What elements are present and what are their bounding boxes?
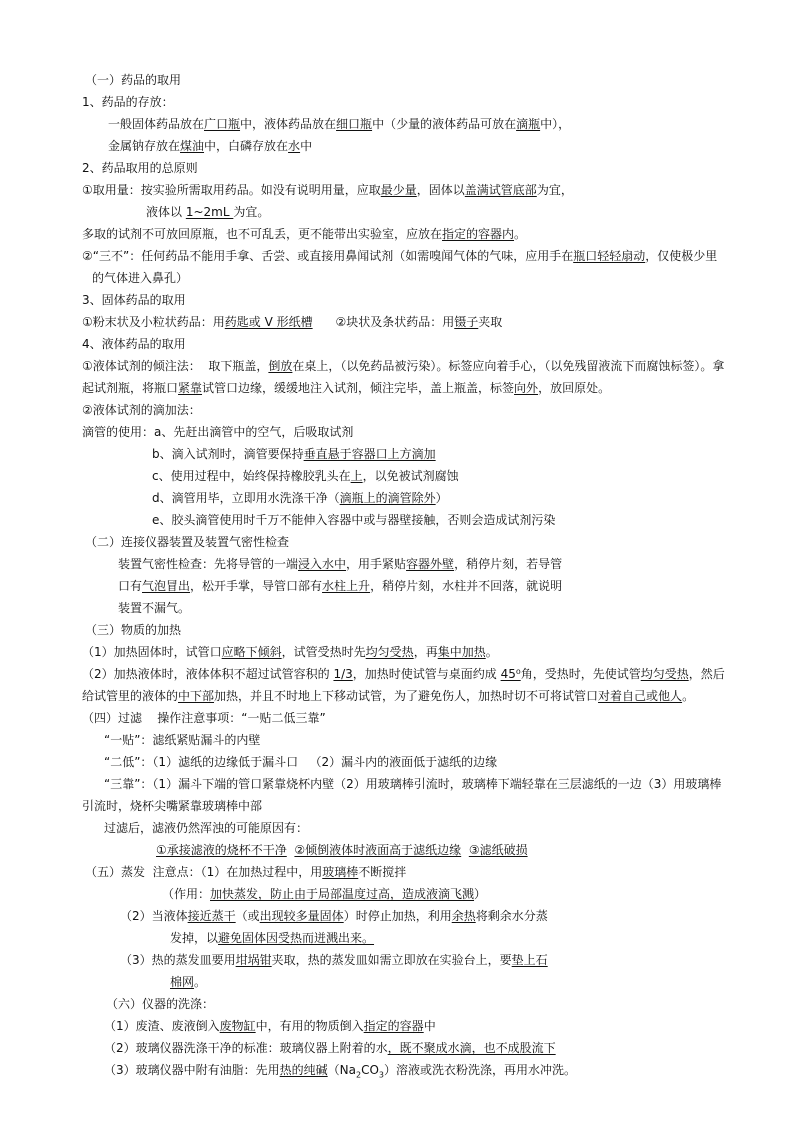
text-segment: 夹取 bbox=[478, 315, 503, 329]
text-segment: ②“三不”：任何药品不能用手拿、舌尝、或直接用鼻闻试剂（如需嗅闻气体的气味，应用手在 bbox=[82, 249, 574, 263]
underlined-text: 广口瓶 bbox=[204, 117, 241, 131]
text-segment: 中，白磷存放在 bbox=[204, 139, 289, 153]
text-line bbox=[108, 138, 312, 154]
text-segment: 中，有用的物质倒入 bbox=[255, 1019, 364, 1033]
text-line bbox=[170, 974, 206, 990]
underlined-text: 水柱上升 bbox=[322, 579, 371, 593]
text-line bbox=[82, 710, 326, 726]
text-segment: 过滤后，滤液仍然浑浊的可能原因有： bbox=[104, 821, 309, 835]
text-segment: （三）物质的加热 bbox=[85, 623, 182, 637]
underlined-text: 1~2mL bbox=[185, 205, 234, 219]
text-line bbox=[82, 336, 186, 352]
text-segment: d、滴管用毕，立即用水洗涤干净（ bbox=[152, 491, 340, 505]
text-segment: 滴管的使用：a、先赶出滴管中的空气，后吸取试剂 bbox=[82, 425, 354, 439]
text-segment: （1）废渣、废液倒入 bbox=[104, 1019, 220, 1033]
text-segment: 中（少量的液体药品可放在 bbox=[372, 117, 517, 131]
text-segment: 。 bbox=[514, 227, 527, 241]
underlined-text: 上 bbox=[350, 469, 363, 483]
text-line bbox=[82, 182, 573, 198]
text-line bbox=[82, 94, 174, 110]
text-line bbox=[104, 754, 497, 770]
underlined-text: 垫上石 bbox=[511, 953, 548, 967]
text-segment: ，以免被试剂腐蚀 bbox=[362, 469, 459, 483]
text-line bbox=[118, 556, 562, 572]
underlined-text: 加快蒸发，防止由于局部温度过高，造成液滴飞溅 bbox=[210, 887, 475, 901]
text-segment: 为宜， bbox=[536, 183, 573, 197]
underlined-text: 对着自己或他人 bbox=[598, 689, 683, 703]
text-segment: 中 bbox=[300, 139, 313, 153]
text-line bbox=[82, 358, 724, 374]
text-segment: 。 bbox=[194, 975, 207, 989]
text-segment: 将剩余水分蒸 bbox=[475, 909, 548, 923]
underlined-text: 滴瓶上的滴管除外 bbox=[339, 491, 436, 505]
text-line bbox=[152, 468, 459, 484]
underlined-text: 废物缸 bbox=[219, 1019, 256, 1033]
underlined-text: 余热 bbox=[451, 909, 476, 923]
text-segment: 一般固体药品放在 bbox=[108, 117, 205, 131]
underlined-text: ①承接滤液的烧杯不干净 bbox=[156, 843, 287, 857]
text-segment: 中 bbox=[423, 1019, 436, 1033]
underlined-text: 紧靠 bbox=[178, 381, 203, 395]
underlined-text: 盖满试管底部 bbox=[464, 183, 537, 197]
underlined-text: 接近蒸干 bbox=[187, 909, 236, 923]
underlined-text: 中下部 bbox=[178, 689, 215, 703]
text-line bbox=[104, 1018, 436, 1034]
text-segment: （2）加热液体时，液体体积不超过试管容积的 bbox=[82, 667, 334, 681]
underlined-text: 细口瓶 bbox=[336, 117, 373, 131]
text-line bbox=[82, 688, 694, 704]
text-line bbox=[82, 798, 262, 814]
text-segment: ，试管受热时先 bbox=[281, 645, 366, 659]
text-line bbox=[162, 886, 486, 902]
underlined-text: 玻璃棒 bbox=[322, 865, 359, 879]
text-segment: 给试管里的液体的 bbox=[82, 689, 179, 703]
text-segment: ①取用量：按实验所需取用药品。如没有说明用量，应取 bbox=[82, 183, 381, 197]
text-segment: ①液体试剂的倾注法： 取下瓶盖， bbox=[82, 359, 269, 373]
text-line bbox=[108, 116, 570, 132]
text-segment: 起试剂瓶，将瓶口 bbox=[82, 381, 179, 395]
text-line bbox=[146, 204, 269, 220]
text-segment bbox=[461, 843, 469, 857]
text-segment: c、使用过程中，始终保持橡胶乳头在 bbox=[152, 469, 351, 483]
subscript-text: 2 bbox=[356, 1070, 362, 1080]
text-segment: （四）过滤 操作注意事项：“一贴二低三靠” bbox=[82, 711, 326, 725]
text-segment: b、滴入试剂时，滴管要保持 bbox=[152, 447, 304, 461]
text-segment: ，固体以 bbox=[416, 183, 465, 197]
underlined-text: 滴瓶 bbox=[516, 117, 541, 131]
text-line bbox=[82, 226, 526, 242]
text-segment: ）溶液或洗衣粉洗涤，再用水冲洗。 bbox=[384, 1063, 577, 1077]
underlined-text: ，既不聚成水滴，也不成股流下 bbox=[387, 1041, 556, 1055]
underlined-text: 均匀受热 bbox=[640, 667, 689, 681]
text-segment: 中）， bbox=[540, 117, 571, 131]
text-line bbox=[104, 820, 308, 836]
text-segment: 1、药品的存放： bbox=[82, 95, 174, 109]
text-segment: 液体以 bbox=[146, 205, 186, 219]
text-segment: ，放回原处。 bbox=[538, 381, 611, 395]
underlined-text: 倒放 bbox=[268, 359, 293, 373]
text-line bbox=[104, 732, 260, 748]
text-line bbox=[82, 644, 498, 660]
text-segment: （Na bbox=[327, 1063, 356, 1077]
text-line bbox=[120, 952, 548, 968]
underlined-text: 棉网 bbox=[170, 975, 195, 989]
text-segment: 3、固体药品的取用 bbox=[82, 293, 186, 307]
underlined-text: 出现较多量固体 bbox=[259, 909, 344, 923]
underlined-text: 应略下倾斜 bbox=[221, 645, 282, 659]
underlined-text: 最少量 bbox=[380, 183, 417, 197]
text-segment: 。 bbox=[682, 689, 695, 703]
text-segment: （或 bbox=[235, 909, 260, 923]
underlined-text: 1/3 bbox=[333, 667, 353, 681]
text-segment: ） bbox=[474, 887, 487, 901]
text-segment: 在桌上，（以免药品被污染）。标签应向着手心，（以免残留液流下而腐蚀标签）。拿 bbox=[292, 359, 725, 373]
text-line bbox=[106, 996, 214, 1012]
text-line bbox=[85, 534, 289, 550]
text-segment: ，仅使极少里 bbox=[645, 249, 718, 263]
text-segment: “三靠”：（1）漏斗下端的管口紧靠烧杯内壁（2）用玻璃棒引流时，玻璃棒下端轻靠在三层滤纸的一边（3）用玻璃棒 bbox=[104, 777, 722, 791]
text-line bbox=[104, 776, 721, 792]
text-segment: 试管口边缘，缓缓地注入试剂，倾注完毕，盖上瓶盖，标签 bbox=[202, 381, 515, 395]
underlined-text: 水 bbox=[288, 139, 301, 153]
text-segment: ，用手紧贴 bbox=[346, 557, 407, 571]
text-line bbox=[82, 666, 725, 682]
underlined-text: 浸入水中 bbox=[298, 557, 347, 571]
underlined-text: 指定的容器 bbox=[363, 1019, 424, 1033]
text-line bbox=[82, 292, 186, 308]
text-line bbox=[120, 908, 548, 924]
text-line bbox=[152, 490, 448, 506]
text-segment: e、胶头滴管使用时千万不能伸入容器中或与器壁接触，否则会造成试剂污染 bbox=[152, 513, 556, 527]
text-segment: ，加热时使试管与桌面约成 bbox=[352, 667, 501, 681]
text-line bbox=[82, 424, 353, 440]
text-segment: （1）加热固体时，试管口 bbox=[82, 645, 222, 659]
text-segment: CO bbox=[361, 1063, 379, 1077]
underlined-text: 45⁰ bbox=[500, 667, 521, 681]
text-line bbox=[152, 446, 436, 462]
text-segment: ②块状及条状药品：用 bbox=[312, 315, 455, 329]
text-segment: ，再 bbox=[413, 645, 438, 659]
text-segment: 。 bbox=[485, 645, 498, 659]
text-segment: （五）蒸发 注意点：（1）在加热过程中，用 bbox=[85, 865, 323, 879]
text-segment: ，稍停片刻，若导管 bbox=[454, 557, 563, 571]
text-segment: 4、液体药品的取用 bbox=[82, 337, 186, 351]
text-segment: （作用： bbox=[162, 887, 211, 901]
text-segment: 的气体进入鼻孔） bbox=[92, 271, 189, 285]
text-segment: （3）热的蒸发皿要用 bbox=[120, 953, 236, 967]
text-segment: 不断搅拌 bbox=[358, 865, 407, 879]
text-line bbox=[118, 600, 190, 616]
text-segment: （二）连接仪器装置及装置气密性检查 bbox=[85, 535, 290, 549]
underlined-text: 集中加热 bbox=[437, 645, 486, 659]
text-line bbox=[82, 402, 201, 418]
text-segment: 为宜。 bbox=[233, 205, 270, 219]
text-segment: ，松开手掌，导管口部有 bbox=[190, 579, 323, 593]
text-line bbox=[85, 72, 181, 88]
subscript-text: 3 bbox=[378, 1070, 385, 1080]
text-line bbox=[82, 314, 502, 330]
text-segment: “一贴”：滤纸紧贴漏斗的内壁 bbox=[104, 733, 261, 747]
text-line bbox=[85, 622, 181, 638]
text-segment: ①粉末状及小粒状药品：用 bbox=[82, 315, 225, 329]
underlined-text: ③滤纸破损 bbox=[468, 843, 528, 857]
text-line bbox=[170, 930, 374, 946]
underlined-text: 指定的容器内 bbox=[442, 227, 515, 241]
underlined-text: 热的纯碱 bbox=[279, 1063, 328, 1077]
text-segment: （2）玻璃仪器洗涤干净的标准：玻璃仪器上附着的水 bbox=[104, 1041, 388, 1055]
text-line bbox=[82, 248, 717, 264]
text-segment: 多取的试剂不可放回原瓶，也不可乱丢，更不能带出实验室，应放在 bbox=[82, 227, 443, 241]
text-segment: （六）仪器的洗涤： bbox=[106, 997, 215, 1011]
text-segment: 夹取，热的蒸发皿如需立即放在实验台上，要 bbox=[271, 953, 512, 967]
text-segment: （3）玻璃仪器中附有油脂：先用 bbox=[104, 1063, 280, 1077]
text-line bbox=[104, 1062, 576, 1078]
text-line bbox=[82, 160, 198, 176]
text-segment: 引流时，烧杯尖嘴紧靠玻璃棒中部 bbox=[82, 799, 263, 813]
text-segment: 角，受热时，先使试管 bbox=[520, 667, 641, 681]
underlined-text: 垂直悬于容器口上方滴加 bbox=[303, 447, 436, 461]
underlined-text: 均匀受热 bbox=[365, 645, 414, 659]
text-segment: 发掉，以 bbox=[170, 931, 219, 945]
underlined-text: 煤油 bbox=[180, 139, 205, 153]
text-line bbox=[85, 864, 406, 880]
text-segment: “二低”：（1）滤纸的边缘低于漏斗口 （2）漏斗内的液面低于滤纸的边缘 bbox=[104, 755, 498, 769]
text-line bbox=[152, 512, 555, 528]
text-segment: 加热，并且不时地上下移动试管，为了避免伤人，加热时切不可将试管口 bbox=[214, 689, 599, 703]
text-segment: （一）药品的取用 bbox=[85, 73, 182, 87]
underlined-text: 容器外壁 bbox=[406, 557, 455, 571]
text-segment: （2）当液体 bbox=[120, 909, 188, 923]
text-line bbox=[156, 842, 528, 858]
underlined-text: 避免固体因受热而迸溅出来。 bbox=[218, 931, 375, 945]
underlined-text: 向外 bbox=[514, 381, 539, 395]
text-segment: 装置气密性检查：先将导管的一端 bbox=[118, 557, 299, 571]
text-segment: ，然后 bbox=[688, 667, 725, 681]
underlined-text: 瓶口轻轻扇动 bbox=[573, 249, 646, 263]
text-segment: 金属钠存放在 bbox=[108, 139, 181, 153]
underlined-text: 镊子 bbox=[454, 315, 479, 329]
text-segment: ） bbox=[435, 491, 448, 505]
text-line bbox=[92, 270, 188, 286]
text-line bbox=[82, 380, 610, 396]
text-segment: 装置不漏气。 bbox=[118, 601, 191, 615]
underlined-text: 坩埚钳 bbox=[235, 953, 272, 967]
text-segment: ）时停止加热，利用 bbox=[343, 909, 452, 923]
text-line bbox=[104, 1040, 556, 1056]
text-segment: 口有 bbox=[118, 579, 143, 593]
underlined-text: 气泡冒出 bbox=[142, 579, 191, 593]
underlined-text: ②倾倒液体时液面高于滤纸边缘 bbox=[294, 843, 462, 857]
text-segment: 2、药品取用的总原则 bbox=[82, 161, 198, 175]
underlined-text: 药匙或 V 形纸槽 bbox=[224, 315, 313, 329]
text-segment: ，稍停片刻，水柱并不回落，就说明 bbox=[370, 579, 563, 593]
text-segment: 中，液体药品放在 bbox=[240, 117, 337, 131]
text-line bbox=[118, 578, 562, 594]
text-segment: ②液体试剂的滴加法： bbox=[82, 403, 201, 417]
